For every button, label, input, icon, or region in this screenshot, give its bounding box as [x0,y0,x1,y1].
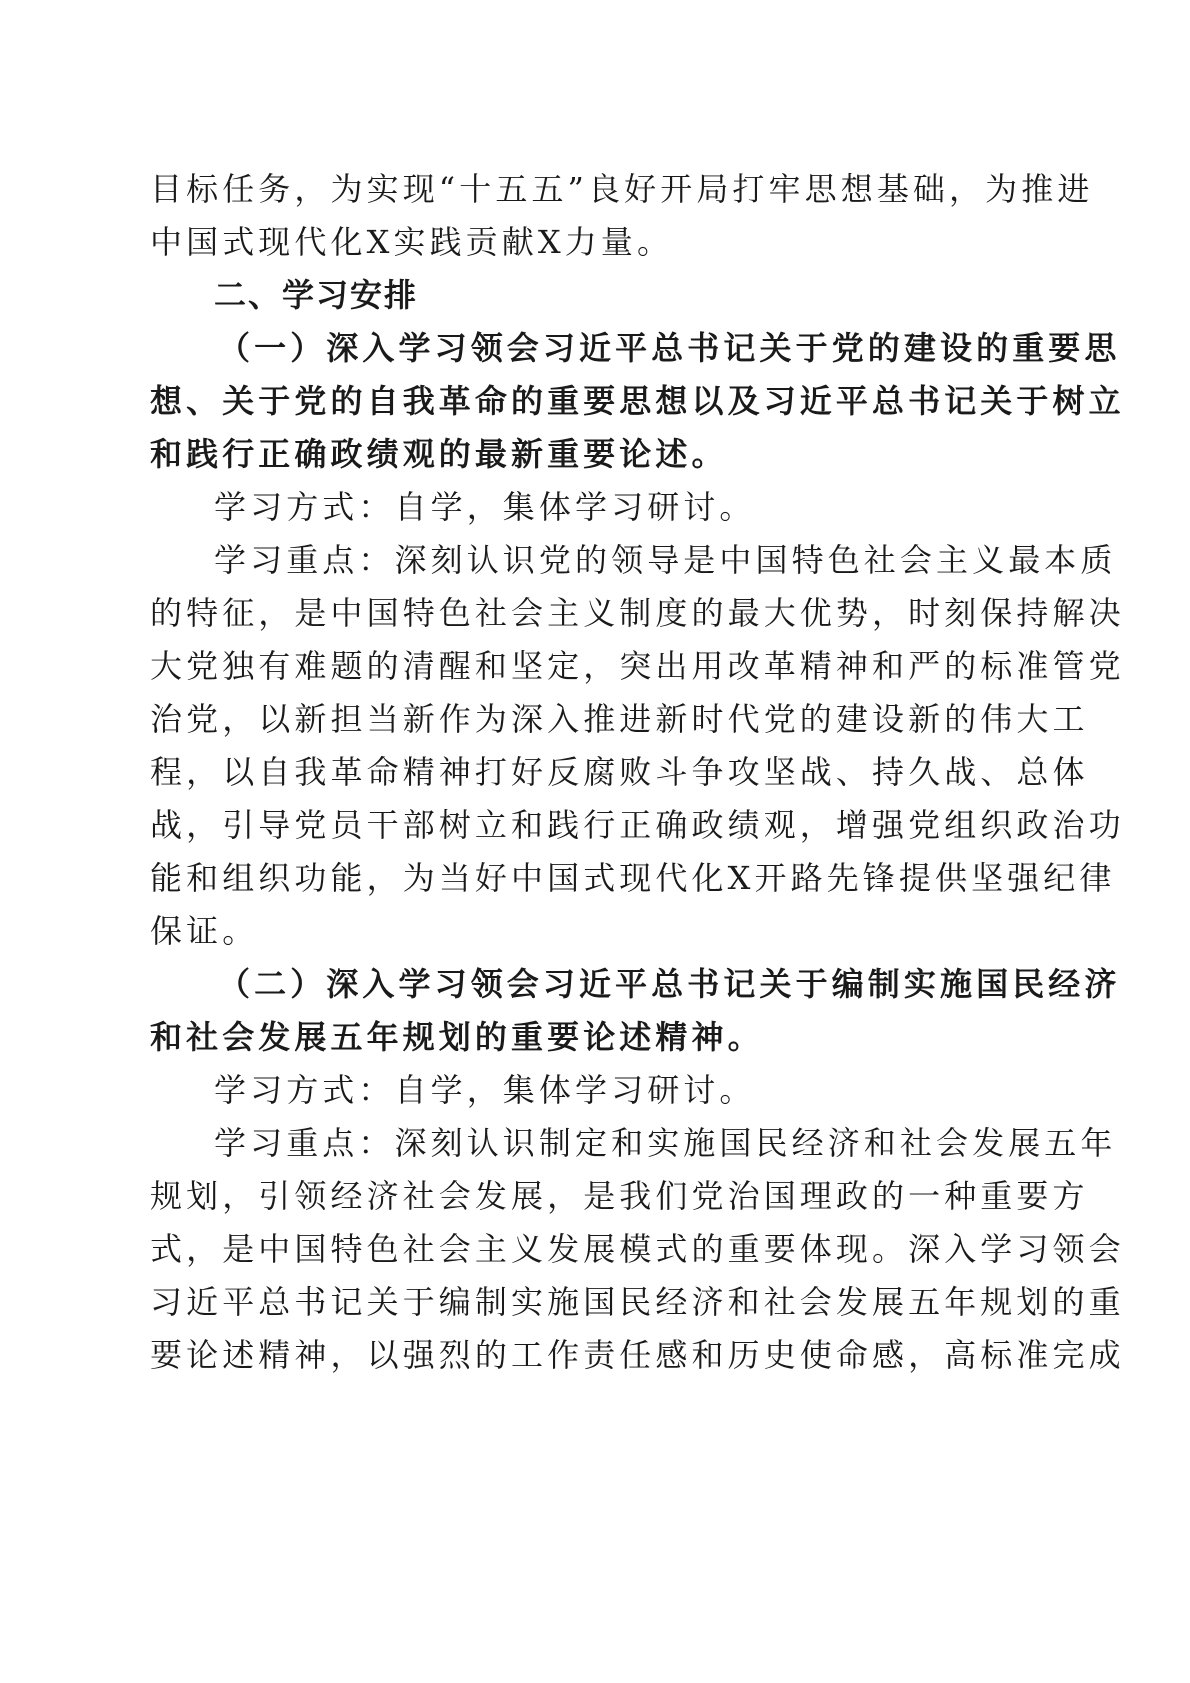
body-line: 治党，以新担当新作为深入推进新时代党的建设新的伟大工 [150,700,1089,738]
body-line: 程，以自我革命精神打好反腐败斗争攻坚战、持久战、总体 [150,753,1089,791]
subsection-heading-line: 和践行正确政绩观的最新重要论述。 [150,435,728,473]
body-line: 能和组织功能，为当好中国式现代化X开路先锋提供坚强纪律 [150,859,1116,897]
section-heading: 二、学习安排 [214,276,419,314]
body-line: 大党独有难题的清醒和坚定，突出用改革精神和严的标准管党 [150,647,1125,685]
body-line: 要论述精神，以强烈的工作责任感和历史使命感，高标准完成 [150,1336,1125,1374]
study-focus: 学习重点：深刻认识制定和实施国民经济和社会发展五年 [214,1124,1117,1162]
subsection-heading: （一）深入学习领会习近平总书记关于党的建设的重要思 [218,329,1121,367]
subsection-heading-line: 想、关于党的自我革命的重要思想以及习近平总书记关于树立 [150,382,1125,420]
study-method: 学习方式：自学，集体学习研讨。 [214,1071,756,1109]
body-line: 式，是中国特色社会主义发展模式的重要体现。深入学习领会 [150,1230,1125,1268]
body-line: 目标任务，为实现“十五五”良好开局打牢思想基础，为推进 [150,170,1094,208]
study-method: 学习方式：自学，集体学习研讨。 [214,488,756,526]
body-line: 战，引导党员干部树立和践行正确政绩观，增强党组织政治功 [150,806,1125,844]
subsection-heading: （二）深入学习领会习近平总书记关于编制实施国民经济 [218,965,1121,1003]
body-line: 中国式现代化X实践贡献X力量。 [150,223,674,261]
body-line: 保证。 [150,912,259,950]
body-line: 的特征，是中国特色社会主义制度的最大优势，时刻保持解决 [150,594,1125,632]
subsection-heading-line: 和社会发展五年规划的重要论述精神。 [150,1018,764,1056]
body-line: 习近平总书记关于编制实施国民经济和社会发展五年规划的重 [150,1283,1125,1321]
study-focus: 学习重点：深刻认识党的领导是中国特色社会主义最本质 [214,541,1117,579]
body-line: 规划，引领经济社会发展，是我们党治国理政的一种重要方 [150,1177,1089,1215]
